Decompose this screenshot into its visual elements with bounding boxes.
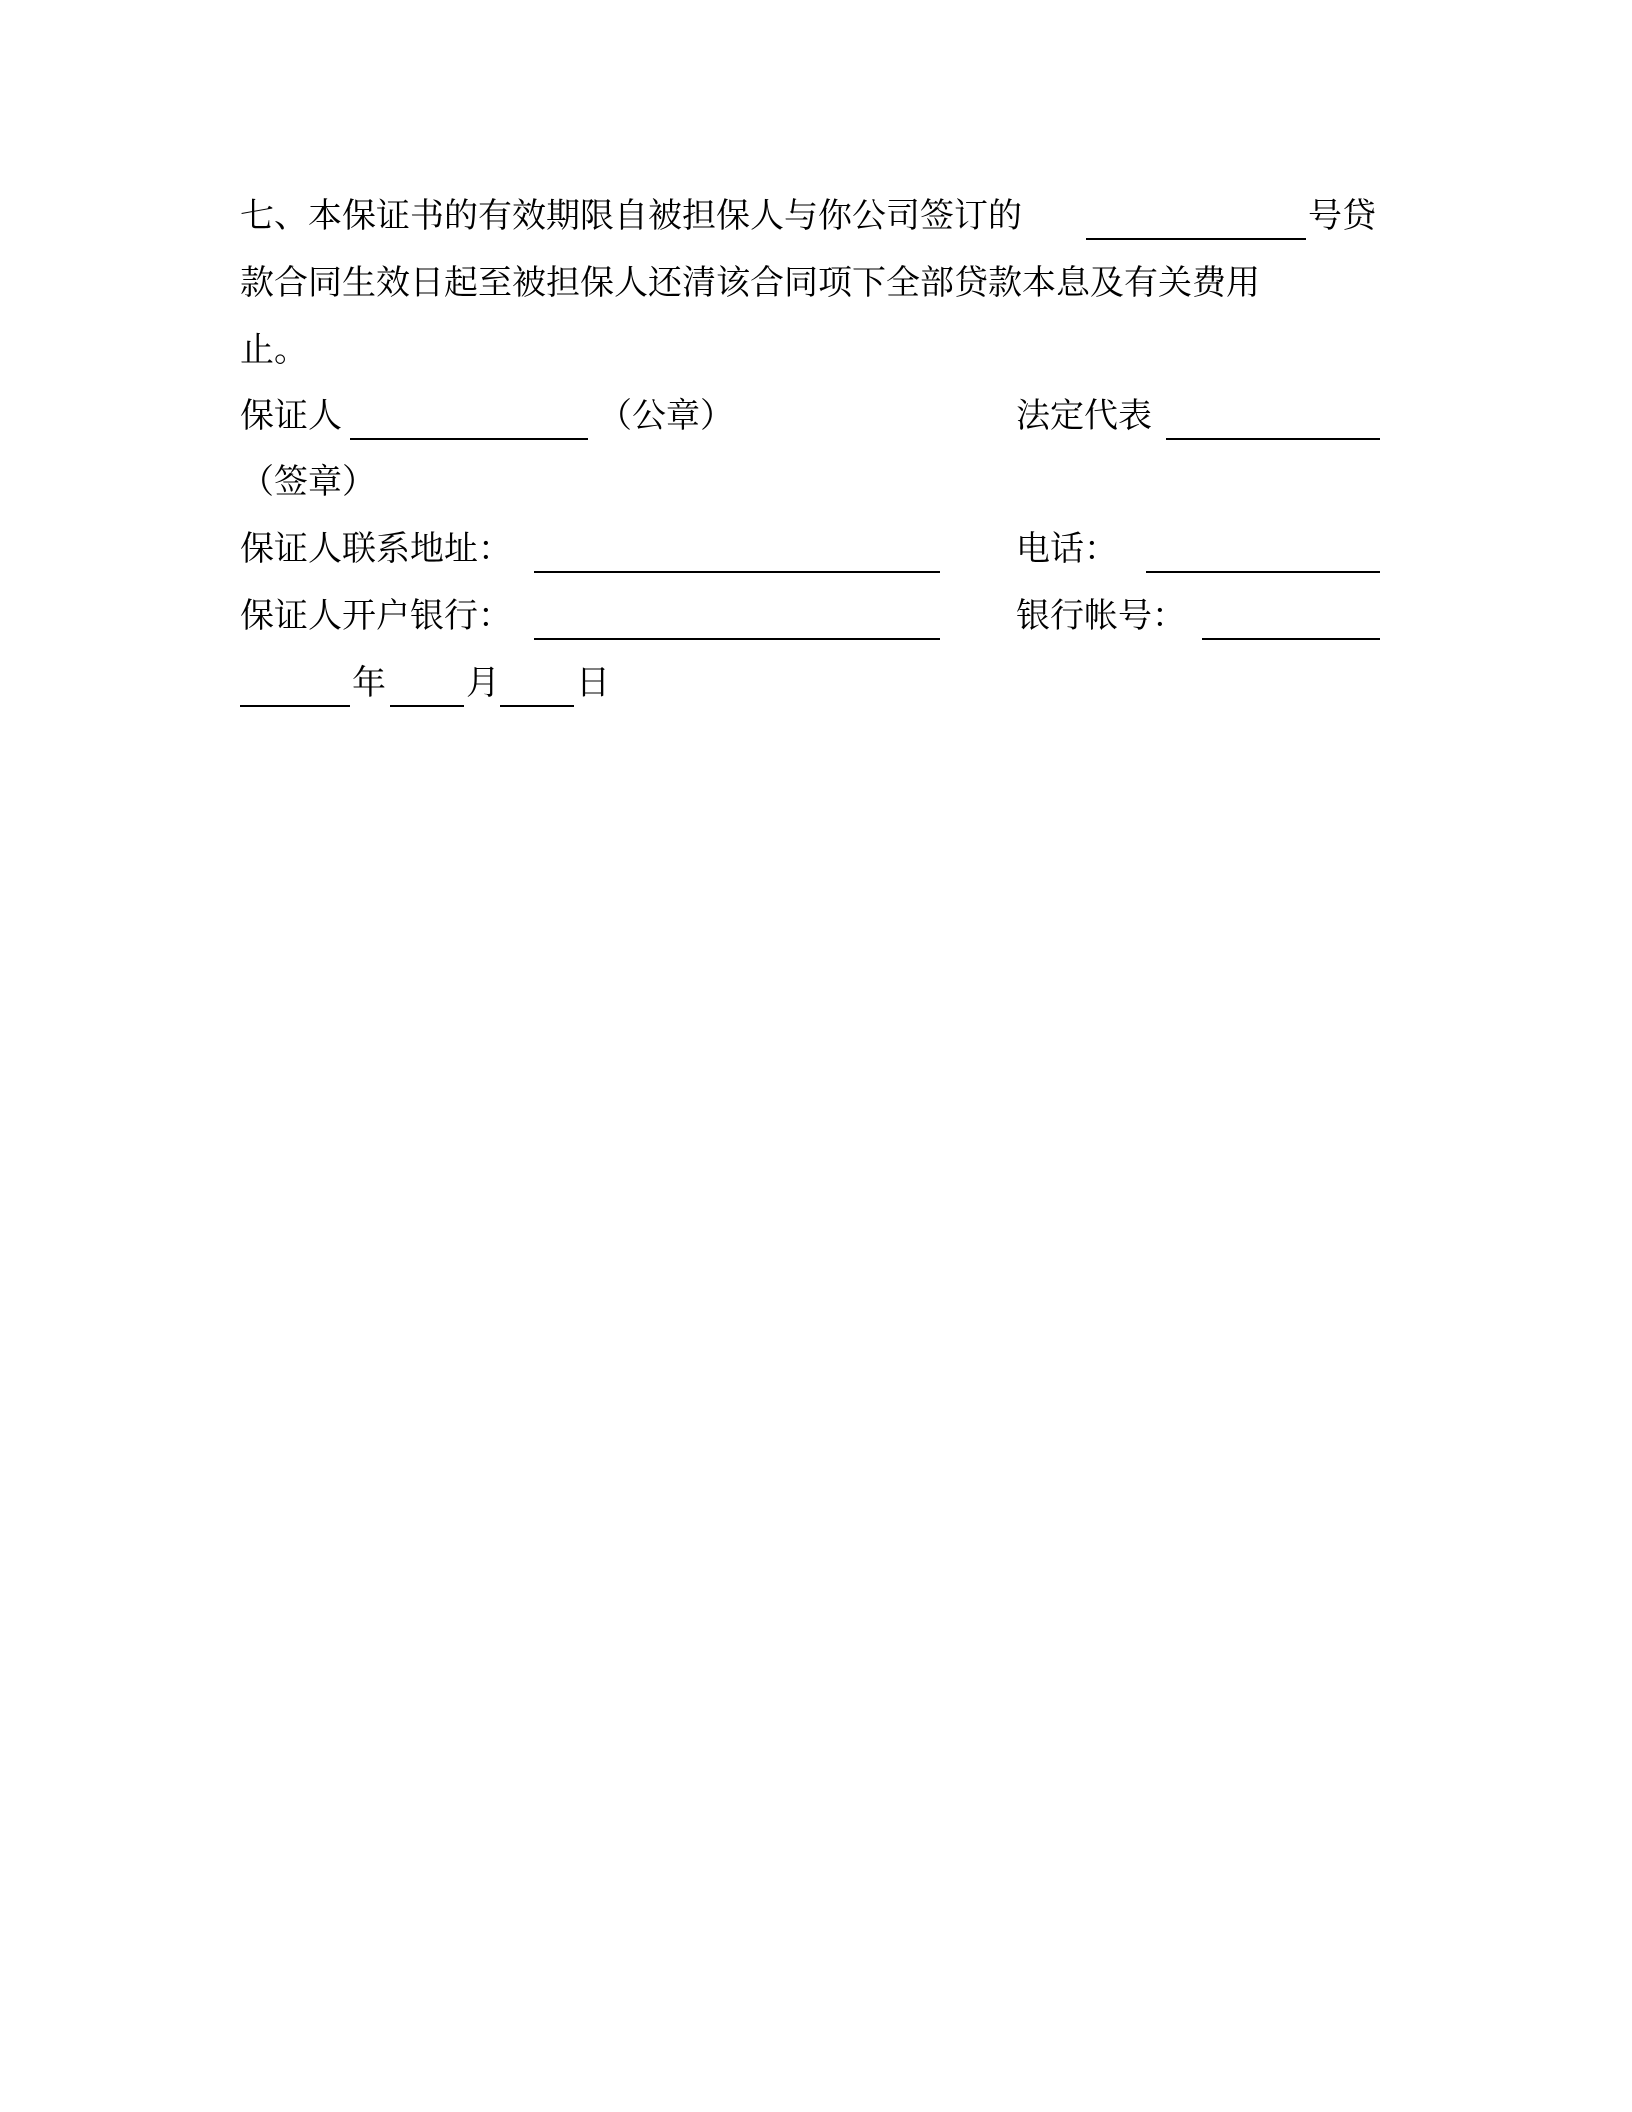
clause-7-text-continued: 款合同生效日起至被担保人还清该合同项下全部贷款本息及有关费用 [240, 263, 1260, 303]
guarantor-row [240, 386, 1380, 446]
clause-7-text-start: 七、本保证书的有效期限自被担保人与你公司签订的 [240, 196, 1022, 236]
day-label: 日 [576, 663, 610, 703]
guarantor-blank [350, 438, 588, 440]
bank-blank [534, 638, 940, 640]
contract-number-blank [1086, 238, 1306, 240]
day-blank [500, 705, 574, 707]
phone-label: 电话： [1016, 529, 1118, 569]
legal-representative-label: 法定代表 [1016, 396, 1152, 436]
address-blank [534, 571, 940, 573]
clause-7-line-2 [240, 253, 1380, 313]
signature-seal-row [240, 452, 1380, 512]
account-blank [1202, 638, 1380, 640]
clause-7-text-end: 号贷 [1308, 196, 1376, 236]
date-row [240, 653, 1380, 713]
bank-label: 保证人开户银行： [240, 596, 512, 636]
address-row [240, 519, 1380, 579]
signature-seal-label: （签章） [240, 462, 376, 502]
official-seal-label: （公章） [598, 396, 734, 436]
month-label: 月 [466, 663, 500, 703]
account-label: 银行帐号： [1016, 596, 1186, 636]
clause-7-line-1 [240, 186, 1380, 246]
address-label: 保证人联系地址： [240, 529, 512, 569]
legal-representative-blank [1166, 438, 1380, 440]
year-blank [240, 705, 350, 707]
guarantor-label: 保证人 [240, 396, 342, 436]
year-label: 年 [352, 663, 386, 703]
clause-7-text-final: 止。 [240, 330, 308, 370]
phone-blank [1146, 571, 1380, 573]
bank-row [240, 586, 1380, 646]
clause-7-line-3 [240, 320, 1380, 380]
month-blank [390, 705, 464, 707]
